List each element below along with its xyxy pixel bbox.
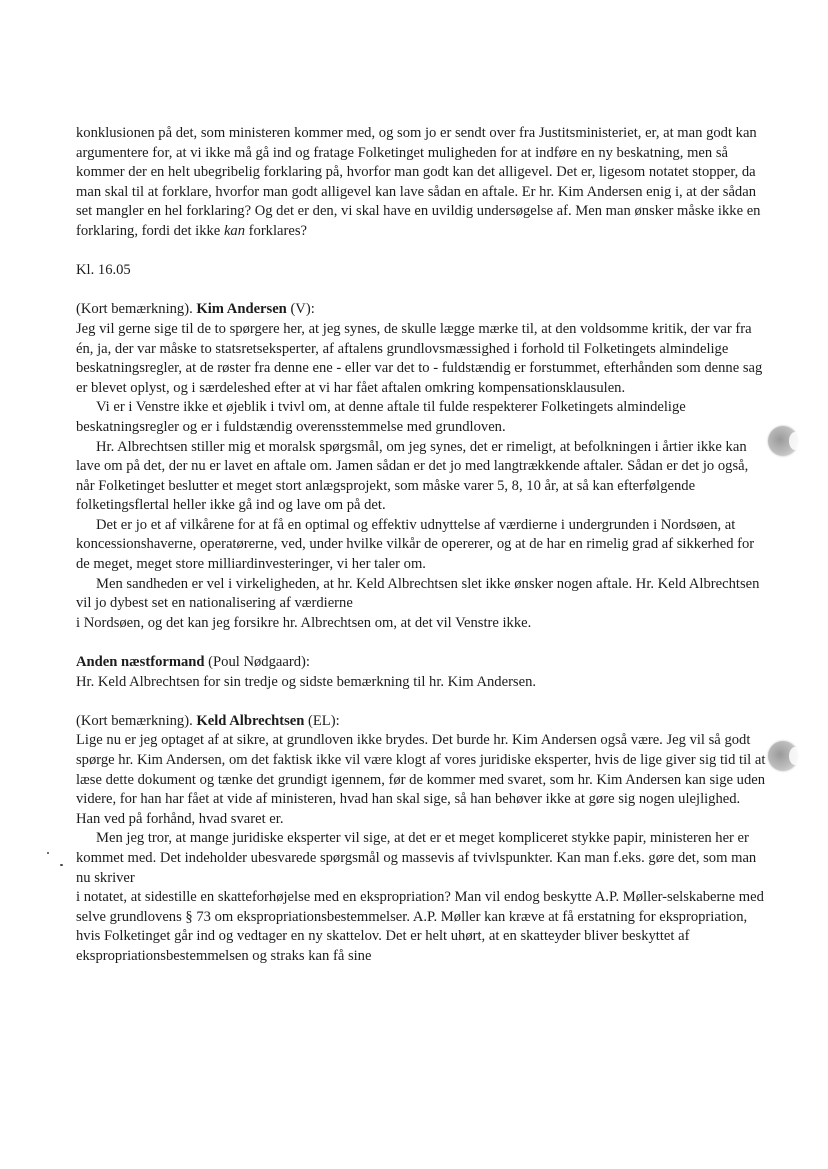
chair-text: Hr. Keld Albrechtsen for sin tredje og sidste bemærkning til hr. Kim Andersen. xyxy=(76,673,537,690)
punch-hole-upper xyxy=(768,426,798,456)
speaker-name: Kim Andersen xyxy=(196,301,287,318)
speech1-paragraph: Hr. Albrechtsen stiller mig et moralsk spørgsmål, om jeg synes, det er rimeligt, at befolkningen i årtier ikke kan lave om på det, der nu er lavet en aftale om. Jamen sådan er det jo med langtrækkende aftaler. Sådan er det jo også, når Folketinget beslutter et meget stort anlægsprojekt, som måske varer 5, 8, 10 år, at så kan efterfølgende folketingsflertal heller ikke gå ind og lave om på det. xyxy=(76,438,749,514)
speech1-paragraph: Jeg vil gerne sige til de to spørgere her, at jeg synes, de skulle lægge mærke til, at den voldsomme kritik, der var fra én, ja, der var måske to statsretseksperter, af aftalens grundlovsmæssighed i forhold til Folketingets almindelige beskatningsregler, at de røster fra denne ene - eller var det to - fuldstændig er forstummet, efterhånden som denne sag er blevet oplyst, og i særdeleshed efter at vi har fået aftalen omkring kompensationsklausulen. xyxy=(76,320,763,396)
opening-emphasis: kan xyxy=(223,222,246,239)
document-page xyxy=(76,124,766,967)
opening-paragraph: konklusionen på det, som ministeren kommer med, og som jo er sendt over fra Justitsministeriet, er, at man godt kan argumentere for, at vi ikke må gå ind og fratage Folketinget muligheden for at indføre en ny beskatning, men så kommer der en helt ubegribelig forklaring på, hvorfor man godt kan det alligevel. Det er, ligesom notatet stopper, da man skal til at forklare, hvorfor man godt alligevel kan lave sådan en aftale. Er hr. Kim Andersen enig i, at der sådan set mangler en hel forklaring? Og det er den, vi skal have en uvildig undersøgelse af. Men man ønsker måske ikke en forklaring, fordi det ikke kan forklares? xyxy=(76,125,761,239)
punch-hole-lower xyxy=(768,741,798,771)
speech2-paragraph: Men jeg tror, at mange juridiske eksperter vil sige, at det er et meget kompliceret stykke papir, ministeren her er kommet med. Det indeholder ubesvarede spørgsmål og massevis af tvivlspunkter. Kan man f.eks. gøre det, som man nu skriver xyxy=(76,830,757,886)
speech2-closing-line: i notatet, at sidestille en skatteforhøjelse med en ekspropriation? Man vil endog beskytte A.P. Møller-selskaberne med selve grundlovens § 73 om ekspropriationsbestemmelser. A.P. Møller kan kræve at få erstatning for ekspropriation, hvis Folketinget går ind og vedtager en ny skattelov. Det er helt uhørt, at en skatteyder bliver beskyttet af ekspropriationsbestemmelsen og straks kan få sine xyxy=(76,889,764,964)
speech1-paragraph: Men sandheden er vel i virkeligheden, at hr. Keld Albrechtsen slet ikke ønsker nogen aftale. Hr. Keld Albrechtsen vil jo dybest set en nationalisering af værdierne xyxy=(76,575,760,612)
chair-title: Anden næstformand xyxy=(76,654,205,671)
timestamp: Kl. 16.05 xyxy=(76,262,131,279)
speech2-header: (Kort bemærkning). Keld Albrechtsen (EL): xyxy=(76,712,340,729)
scan-speck xyxy=(47,852,49,854)
speech1-header: (Kort bemærkning). Kim Andersen (V): xyxy=(76,301,315,318)
speech2-paragraph: Lige nu er jeg optaget af at sikre, at grundloven ikke brydes. Det burde hr. Kim Andersen også være. Jeg vil så godt spørge hr. Kim Andersen, om det faktisk ikke vil være klogt af vores juridiske eksperter, hvis de lige giver sig tid til at læse dette dokument og tænke det grundigt igennem, før de kommer med svaret, som hr. Kim Andersen kan sige uden videre, for han har fået at vide af ministeren, hvad han skal sige, så han behøver ikke at gøre sig nogen ulejlighed. Han ved på forhånd, hvad svaret er. xyxy=(76,732,766,827)
speech1-closing-line: i Nordsøen, og det kan jeg forsikre hr. Albrechtsen om, at det vil Venstre ikke. xyxy=(76,614,532,631)
speech1-paragraph: Det er jo et af vilkårene for at få en optimal og effektiv udnyttelse af værdierne i undergrunden i Nordsøen, at koncessionshaverne, operatørerne, ved, under hvilke vilkår de opererer, og at de har en rimelig grad af sikkerhed for de meget, meget store milliardinvesteringer, vi her taler om. xyxy=(76,516,755,573)
chair-header: Anden næstformand (Poul Nødgaard): xyxy=(76,654,310,671)
speech1-paragraph: Vi er i Venstre ikke et øjeblik i tvivl om, at denne aftale til fulde respekterer Folketingets almindelige beskatningsregler og er i fuldstændig overensstemmelse med grundloven. xyxy=(76,399,686,435)
scan-speck xyxy=(60,864,63,866)
speaker-name: Keld Albrechtsen xyxy=(196,712,305,729)
